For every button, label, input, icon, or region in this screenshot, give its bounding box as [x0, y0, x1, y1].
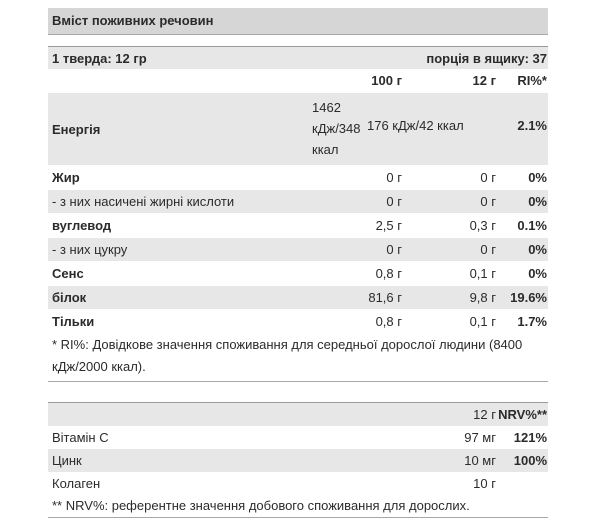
servings-per-box: порція в ящику: 37: [426, 50, 547, 66]
vitamin-header-12g: 12 г: [473, 407, 496, 422]
nutrient-per-100g: 0,8 г: [375, 266, 402, 281]
ri-footnote: * RI%: Довідкове значення споживання для середньої дорослої людини (8400 кДж/2000 ккал).: [48, 334, 548, 382]
vitamin-row: [48, 472, 548, 495]
nutrient-per-100g: 2,5 г: [375, 218, 402, 233]
nutrient-per-100g: 0,8 г: [375, 314, 402, 329]
nutrient-label: вуглевод: [52, 218, 112, 233]
nutrient-rows: [48, 166, 548, 334]
vitamin-header-nrv: NRV%**: [498, 407, 547, 422]
energy-per-100g: 1462 кДж/348 ккал: [312, 100, 361, 157]
spacer: [48, 35, 548, 46]
vitamin-row: [48, 449, 548, 472]
nutrient-per-12g: 9,8 г: [469, 290, 496, 305]
nutrient-ri: 0.1%: [517, 218, 547, 233]
nutrient-per-12g: 0 г: [480, 194, 496, 209]
nutrient-label: Сенс: [52, 266, 84, 281]
energy-ri: 2.1%: [517, 118, 547, 133]
serving-size: 1 тверда: 12 гр: [52, 50, 147, 66]
nutrient-ri: 1.7%: [517, 314, 547, 329]
vitamin-row: [48, 426, 548, 449]
nutrient-ri: 0%: [528, 170, 547, 185]
column-header-row: [48, 69, 548, 93]
nutrient-per-100g: 0 г: [386, 242, 402, 257]
nutrient-per-12g: 0,3 г: [469, 218, 496, 233]
vitamin-label: Колаген: [52, 476, 101, 491]
nutrient-label: білок: [52, 290, 87, 305]
nutrient-row: [48, 286, 548, 310]
nutrient-per-12g: 0,1 г: [469, 314, 496, 329]
vitamin-per-12g: 10 мг: [464, 453, 496, 468]
nutrient-ri: 19.6%: [510, 290, 547, 305]
nrv-footnote: ** NRV%: референтне значення добового споживання для дорослих.: [48, 495, 548, 518]
nutrient-row: [48, 166, 548, 190]
nutrient-per-12g: 0 г: [480, 170, 496, 185]
vitamin-header-row: [48, 402, 548, 426]
nutrition-panel: [48, 8, 548, 518]
vitamin-rows: [48, 426, 548, 495]
nutrient-ri: 0%: [528, 242, 547, 257]
energy-row: [48, 93, 548, 166]
panel-title: Вміст поживних речовин: [48, 8, 548, 35]
column-header-100g: 100 г: [371, 73, 402, 88]
nutrient-row: [48, 214, 548, 238]
vitamin-label: Цинк: [52, 453, 82, 468]
energy-per-12g: 176 кДж/42 ккал: [367, 118, 464, 133]
energy-label: Енергія: [52, 121, 101, 137]
serving-info-row: [48, 46, 548, 69]
nutrient-label: - з них насичені жирні кислоти: [52, 194, 235, 209]
nutrient-row: [48, 238, 548, 262]
nutrient-label: Тільки: [52, 314, 95, 329]
vitamin-nrv: 121%: [513, 430, 547, 445]
nutrient-ri: 0%: [528, 266, 547, 281]
nutrient-per-100g: 0 г: [386, 194, 402, 209]
nutrient-label: - з них цукру: [52, 242, 128, 257]
nutrient-row: [48, 190, 548, 214]
vitamin-nrv: 100%: [513, 453, 547, 468]
vitamin-label: Вітамін C: [52, 430, 109, 445]
vitamin-per-12g: 10 г: [473, 476, 496, 491]
nutrient-per-12g: 0,1 г: [469, 266, 496, 281]
nutrient-row: [48, 310, 548, 334]
nutrient-label: Жир: [52, 170, 80, 185]
nutrient-row: [48, 262, 548, 286]
nutrient-per-12g: 0 г: [480, 242, 496, 257]
spacer: [48, 382, 548, 402]
nutrient-ri: 0%: [528, 194, 547, 209]
vitamin-per-12g: 97 мг: [464, 430, 496, 445]
column-header-12g: 12 г: [472, 73, 496, 88]
nutrient-per-100g: 0 г: [386, 170, 402, 185]
column-header-ri: RI%*: [517, 73, 547, 88]
nutrient-per-100g: 81,6 г: [368, 290, 402, 305]
